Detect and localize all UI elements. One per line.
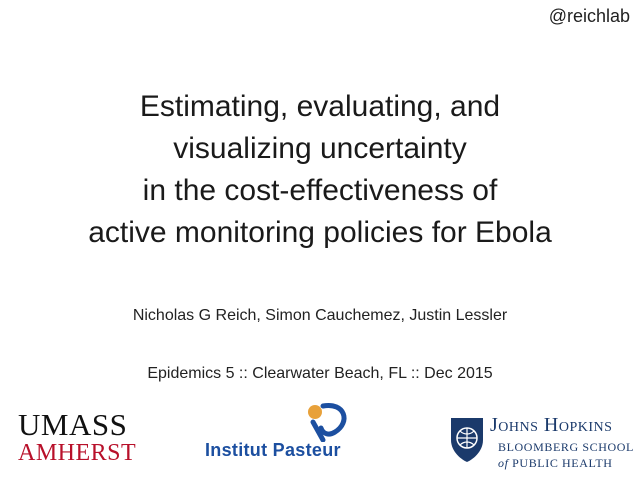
jhu-logo-line-3-rest: PUBLIC HEALTH <box>512 456 613 470</box>
umass-logo-line-1: UMASS <box>18 407 128 442</box>
jhu-logo-line-2: BLOOMBERG SCHOOL <box>498 440 634 454</box>
title-line-3: in the cost-effectiveness of <box>142 174 498 207</box>
pasteur-logo-text: Institut Pasteur <box>205 440 341 460</box>
institut-pasteur-logo <box>205 400 355 470</box>
authors: Nicholas G Reich, Simon Cauchemez, Justin Lessler <box>132 307 508 324</box>
slide-title <box>0 86 640 254</box>
pasteur-emblem-icon <box>205 400 355 442</box>
umass-logo-line-2: AMHERST <box>18 440 137 466</box>
jhu-logo-line-1: Johns Hopkins <box>490 414 613 436</box>
jhu-bloomberg-logo <box>448 412 638 474</box>
umass-amherst-logo <box>18 407 148 468</box>
jhu-logo-line-3 <box>498 456 613 471</box>
title-line-4: active monitoring policies for Ebola <box>88 216 552 249</box>
event-info: Epidemics 5 :: Clearwater Beach, FL :: Dec 2015 <box>147 365 493 382</box>
title-line-2: visualizing uncertainty <box>173 132 467 165</box>
jhu-shield-icon <box>448 416 486 464</box>
twitter-handle: @reichlab <box>548 6 630 26</box>
jhu-logo-line-3-of: of <box>498 456 509 470</box>
title-line-1: Estimating, evaluating, and <box>139 90 501 123</box>
